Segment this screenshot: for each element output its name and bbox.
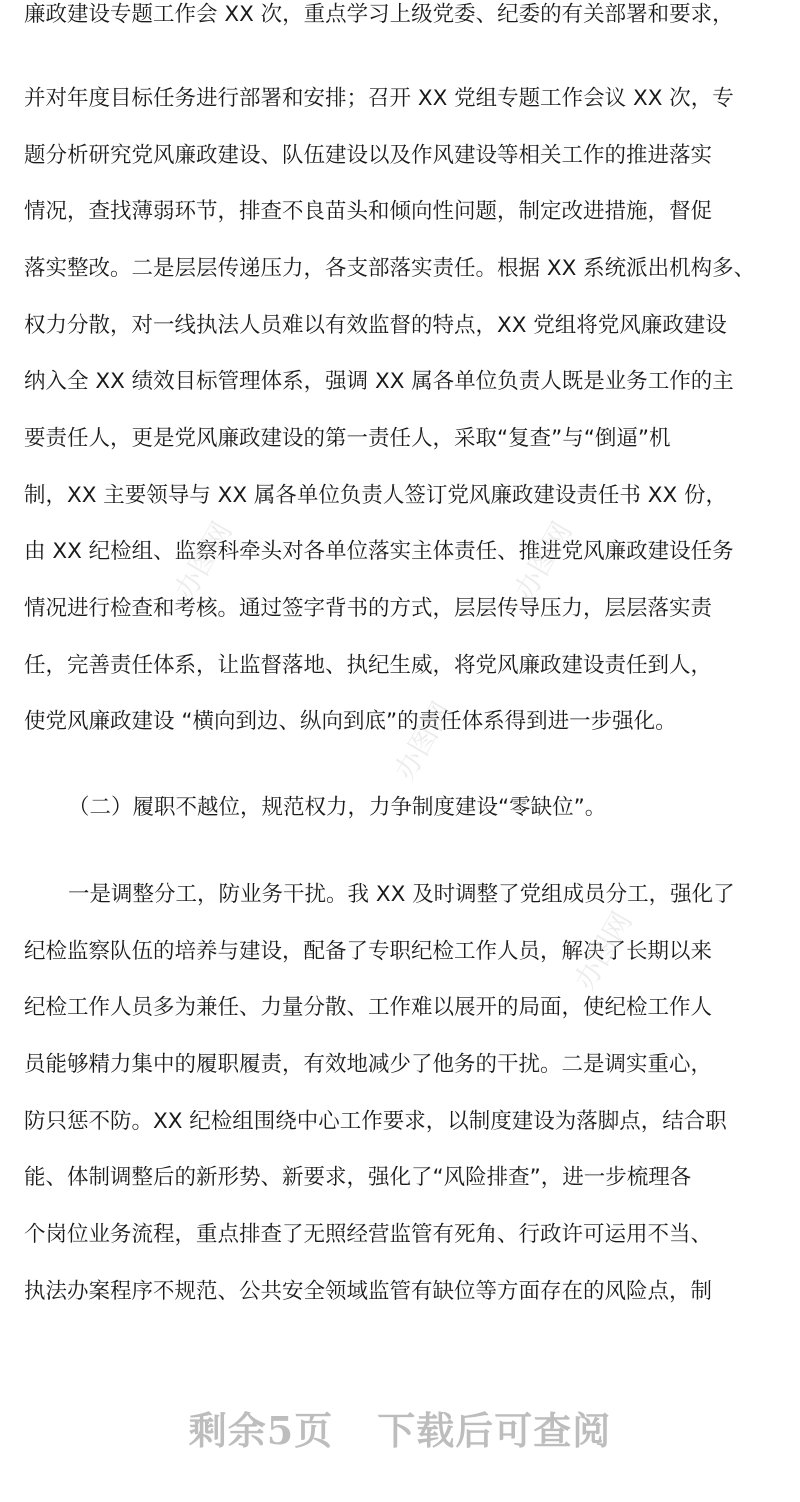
watermark: 办图网 (168, 516, 239, 606)
text-line: 情况进行检查和考核。通过签字背书的方式，层层传导压力，层层落实责 (24, 596, 713, 621)
text-line: 任，完善责任体系，让监督落地、执纪生威，将党风廉政建设责任到人， (24, 653, 713, 678)
text-line: 要责任人，更是党风廉政建设的第一责任人，采取“复查”与“倒逼”机 (24, 426, 671, 451)
text-line: 落实整改。二是层层传递压力，各支部落实责任。根据 XX 系统派出机构多、 (24, 256, 756, 281)
text-line: 能、体制调整后的新形势、新要求，强化了“风险排查”，进一步梳理各 (24, 1165, 692, 1190)
text-line: 纪检监察队伍的培养与建设，配备了专职纪检工作人员，解决了长期以来 (24, 939, 713, 964)
text-line: 执法办案程序不规范、公共安全领域监管有缺位等方面存在的风险点，制 (24, 1279, 713, 1304)
watermark: 办图网 (508, 516, 579, 606)
text-line: 一是调整分工，防业务干扰。我 XX 及时调整了党组成员分工，强化了 (68, 882, 735, 907)
text-line: 防只惩不防。XX 纪检组围绕中心工作要求，以制度建设为落脚点，结合职 (24, 1109, 727, 1134)
download-prompt[interactable] (0, 1400, 800, 1455)
watermark: 办图网 (388, 696, 459, 786)
text-line: 由 XX 纪检组、监察科牵头对各单位落实主体责任、推进党风廉政建设任务 (24, 539, 734, 564)
text-line: 个岗位业务流程，重点排查了无照经营监管有死角、行政许可运用不当、 (24, 1222, 713, 1247)
text-line: 使党风廉政建设 “横向到边、纵向到底”的责任体系得到进一步强化。 (24, 709, 677, 734)
section-heading: （二）履职不越位，规范权力，力争制度建设“零缺位”。 (68, 795, 607, 820)
text-line: 情况，查找薄弱环节，排查不良苗头和倾向性问题，制定改进措施，督促 (24, 199, 713, 224)
text-line: 制，XX 主要领导与 XX 属各单位负责人签订党风廉政建设责任书 XX 份， (24, 483, 728, 508)
text-line: 题分析研究党风廉政建设、队伍建设以及作风建设等相关工作的推进落实 (24, 143, 713, 168)
watermark: 办图网 (568, 906, 639, 996)
download-to-view-label: 下载后可查阅 (377, 1408, 612, 1453)
remaining-pages-label: 剩余5页 (188, 1408, 334, 1453)
text-line: 廉政建设专题工作会 XX 次，重点学习上级党委、纪委的有关部署和要求， (24, 2, 734, 27)
text-line: 员能够精力集中的履职履责，有效地减少了他务的干扰。二是调实重心， (24, 1052, 713, 1077)
text-line: 并对年度目标任务进行部署和安排；召开 XX 党组专题工作会议 XX 次，专 (24, 86, 734, 111)
text-line: 纳入全 XX 绩效目标管理体系，强调 XX 属各单位负责人既是业务工作的主 (24, 369, 734, 394)
text-line: 权力分散，对一线执法人员难以有效监督的特点，XX 党组将党风廉政建设 (24, 313, 727, 338)
text-line: 纪检工作人员多为兼任、力量分散、工作难以展开的局面，使纪检工作人 (24, 995, 713, 1020)
